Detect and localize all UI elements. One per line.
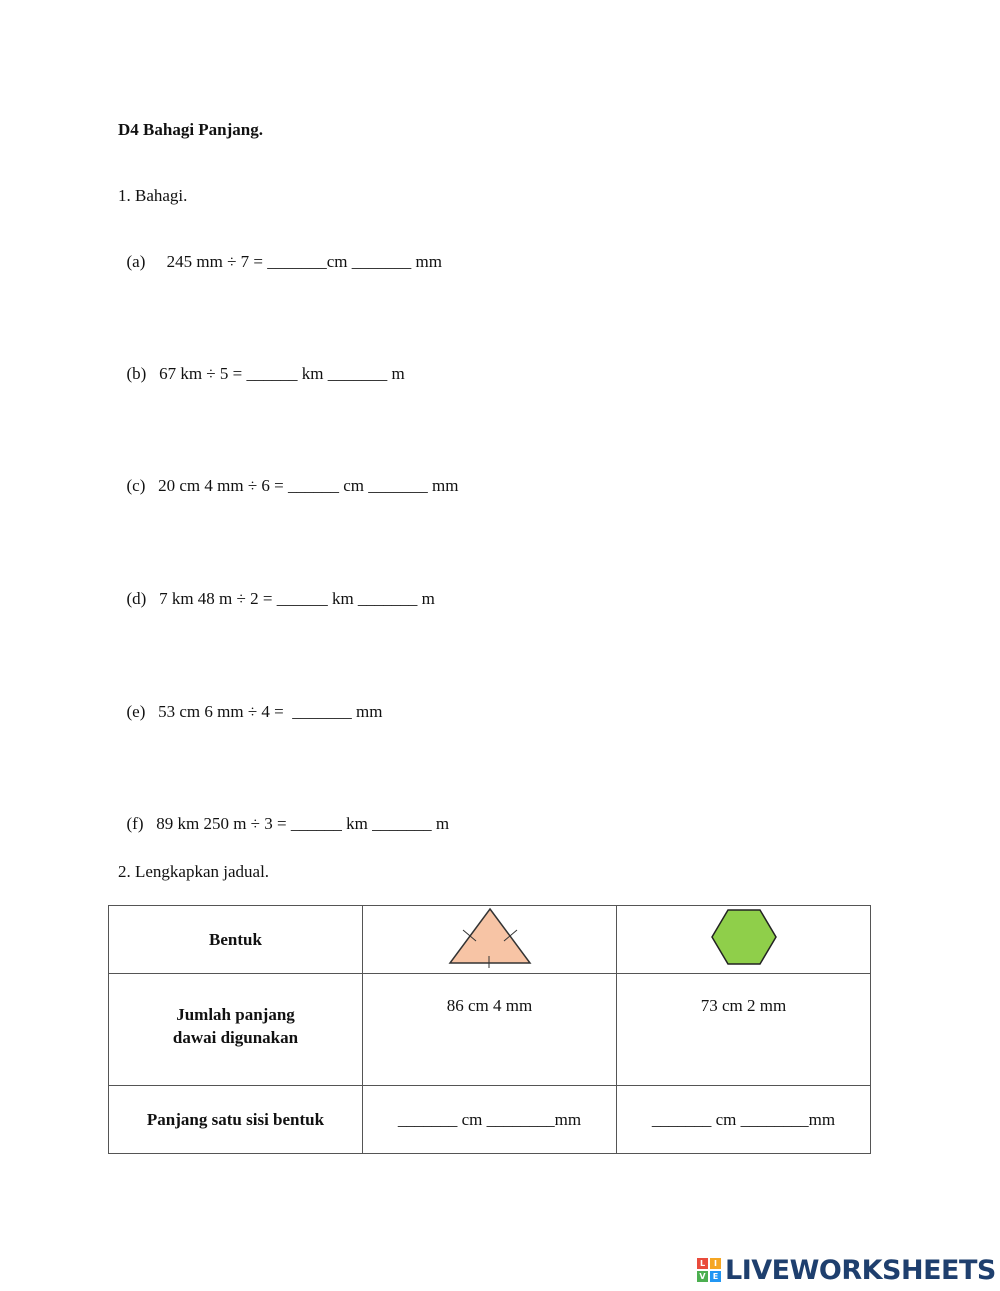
question-text[interactable]: 67 km ÷ 5 = ______ km _______ m (159, 364, 405, 383)
logo-letter: L (697, 1258, 708, 1269)
total-length-header-line1: Jumlah panjang (176, 1004, 295, 1024)
triangle-shape-icon (445, 906, 535, 968)
question-e (118, 682, 382, 722)
shape-table (108, 905, 871, 1154)
question-b (118, 344, 405, 384)
question-d (118, 569, 435, 609)
question-c (118, 456, 458, 496)
question-a (118, 232, 442, 272)
shape-header: Bentuk (109, 906, 363, 974)
logo-letter: V (697, 1271, 708, 1282)
question-label: (e) (126, 702, 146, 721)
question-text[interactable]: 7 km 48 m ÷ 2 = ______ km _______ m (159, 589, 435, 608)
hexagon-side-answer[interactable]: _______ cm ________mm (617, 1086, 871, 1154)
logo-letter: E (710, 1271, 721, 1282)
liveworksheets-logo (697, 1255, 996, 1285)
total-length-header (109, 974, 363, 1086)
total-length-header-line2: dawai digunakan (172, 1027, 299, 1047)
section-1-heading: 1. Bahagi. (118, 186, 188, 205)
question-text[interactable]: 245 mm ÷ 7 = _______cm _______ mm (162, 252, 442, 271)
question-text[interactable]: 89 km 250 m ÷ 3 = ______ km _______ m (156, 814, 450, 833)
question-text[interactable]: 53 cm 6 mm ÷ 4 = _______ mm (158, 702, 383, 721)
hexagon-shape-icon (709, 907, 779, 967)
page-title: D4 Bahagi Panjang. (118, 120, 263, 139)
logo-letter: I (710, 1258, 721, 1269)
logo-text: LIVEWORKSHEETS (725, 1254, 996, 1286)
side-length-header: Panjang satu sisi bentuk (109, 1086, 363, 1154)
question-label: (d) (126, 589, 147, 608)
question-label: (c) (126, 476, 146, 495)
triangle-cell (363, 906, 617, 974)
question-label: (a) (126, 252, 146, 271)
section-2-heading: 2. Lengkapkan jadual. (118, 862, 270, 881)
question-label: (f) (126, 814, 144, 833)
hexagon-cell (617, 906, 871, 974)
question-label: (b) (126, 364, 147, 383)
hexagon-total-length: 73 cm 2 mm (617, 974, 871, 1086)
question-text[interactable]: 20 cm 4 mm ÷ 6 = ______ cm _______ mm (158, 476, 459, 495)
triangle-side-answer[interactable]: _______ cm ________mm (363, 1086, 617, 1154)
triangle-total-length: 86 cm 4 mm (363, 974, 617, 1086)
logo-mark-icon (697, 1258, 721, 1282)
question-f (118, 794, 449, 834)
